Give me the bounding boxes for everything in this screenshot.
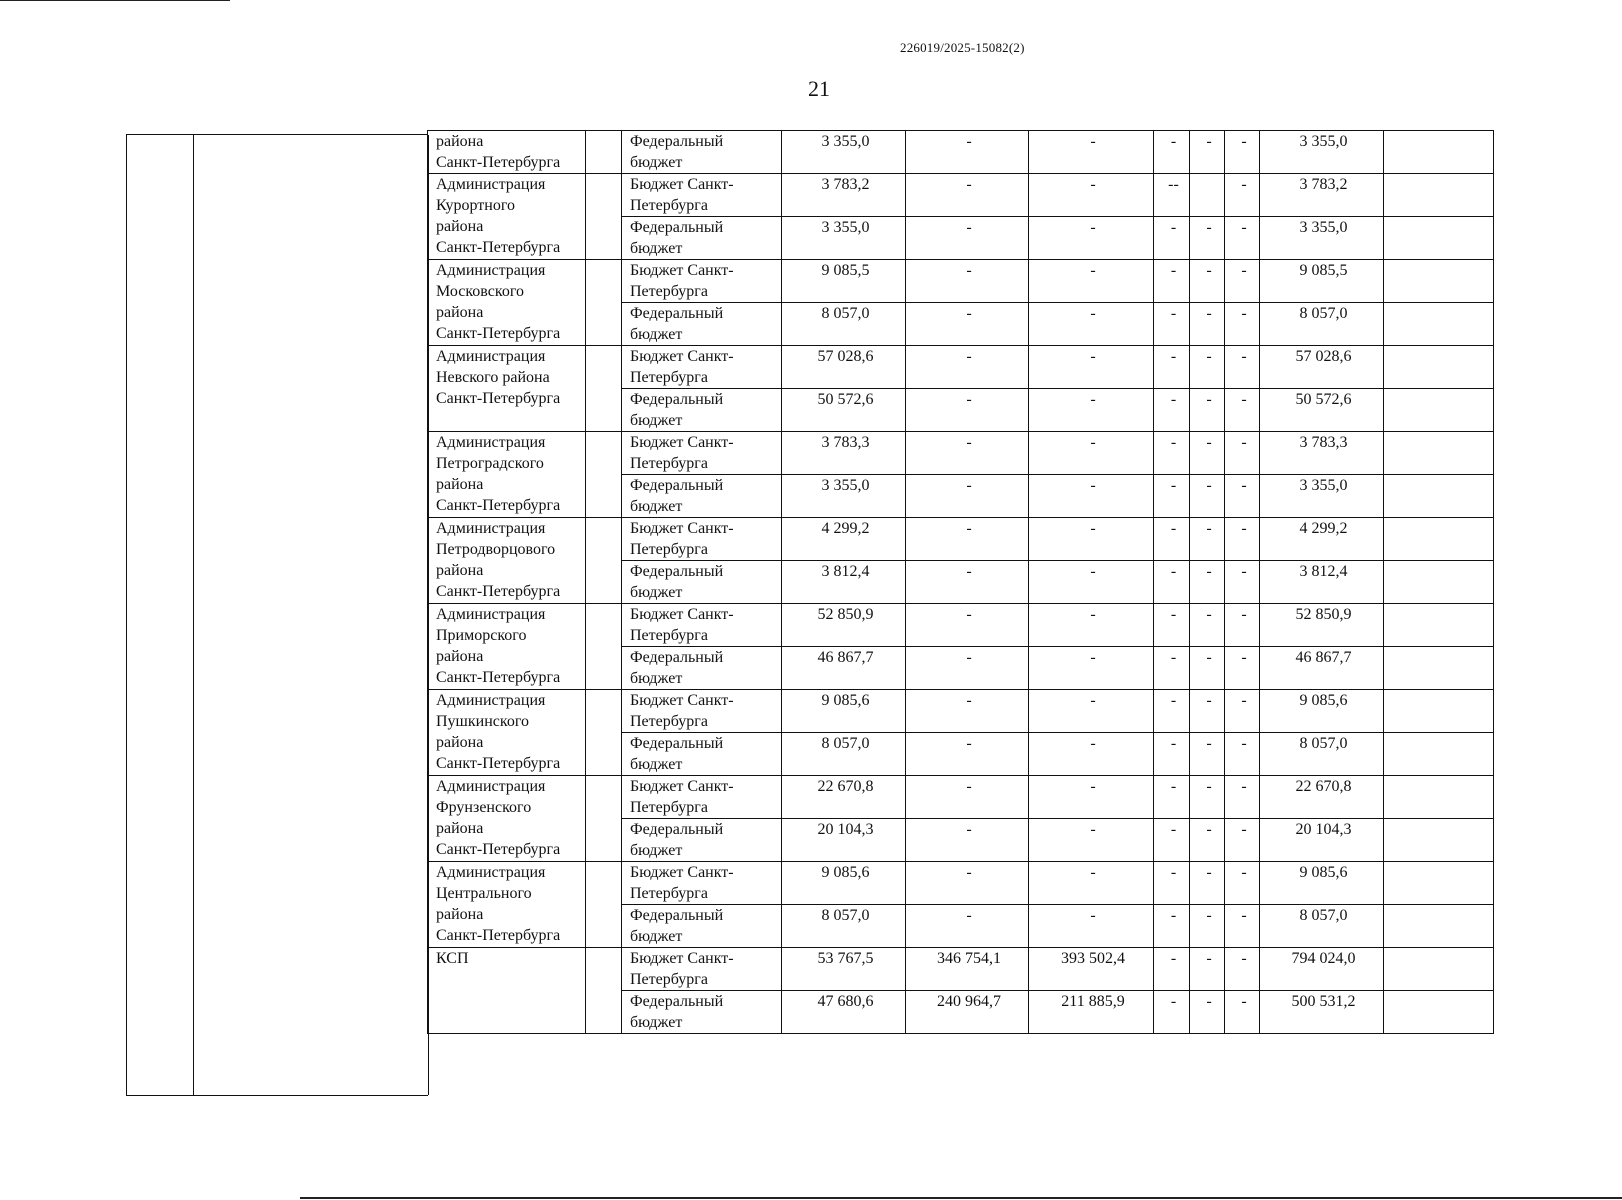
organization-cell bbox=[428, 862, 586, 948]
organization-line: Санкт-Петербурга bbox=[436, 927, 561, 944]
value-cell: - bbox=[906, 518, 1029, 561]
value-cell: 240 964,7 bbox=[906, 991, 1029, 1034]
value-cell: 211 885,9 bbox=[1029, 991, 1154, 1034]
blank-cell bbox=[586, 948, 622, 1034]
organization-line: Администрация bbox=[436, 262, 546, 279]
value-cell: - bbox=[1225, 217, 1260, 260]
value-cell: - bbox=[1190, 432, 1225, 475]
organization-line: Фрунзенского bbox=[436, 799, 532, 816]
value-cell: - bbox=[1029, 432, 1154, 475]
value-cell: 3 355,0 bbox=[782, 131, 906, 174]
value-cell: 3 812,4 bbox=[782, 561, 906, 604]
organization-cell bbox=[428, 260, 586, 346]
organization-cell bbox=[428, 604, 586, 690]
value-cell: - bbox=[1225, 647, 1260, 690]
value-cell: - bbox=[1225, 260, 1260, 303]
value-cell: - bbox=[1225, 905, 1260, 948]
value-cell: - bbox=[1225, 819, 1260, 862]
value-cell: 8 057,0 bbox=[782, 733, 906, 776]
blank-cell bbox=[1384, 346, 1494, 389]
value-cell: - bbox=[1154, 518, 1190, 561]
value-cell: - bbox=[906, 389, 1029, 432]
blank-cell bbox=[1384, 819, 1494, 862]
blank-cell bbox=[586, 518, 622, 604]
table-row bbox=[428, 604, 1494, 647]
blank-cell bbox=[586, 131, 622, 174]
value-cell: 47 680,6 bbox=[782, 991, 906, 1034]
organization-line: района bbox=[436, 562, 484, 579]
budget-source-cell: Бюджет Санкт-Петербурга bbox=[622, 948, 782, 991]
value-cell: - bbox=[1190, 260, 1225, 303]
value-cell: - bbox=[1029, 733, 1154, 776]
organization-line: района bbox=[436, 820, 484, 837]
value-cell: - bbox=[1029, 174, 1154, 217]
value-cell: - bbox=[1225, 389, 1260, 432]
blank-cell bbox=[1384, 174, 1494, 217]
value-cell: - bbox=[1029, 690, 1154, 733]
budget-source-cell: Федеральный бюджет bbox=[622, 217, 782, 260]
table-row bbox=[428, 776, 1494, 819]
value-cell: 4 299,2 bbox=[782, 518, 906, 561]
value-cell: - bbox=[1154, 561, 1190, 604]
budget-source-cell: Бюджет Санкт-Петербурга bbox=[622, 346, 782, 389]
value-cell: - bbox=[1190, 518, 1225, 561]
blank-cell bbox=[1384, 389, 1494, 432]
value-cell: - bbox=[906, 905, 1029, 948]
organization-line: Санкт-Петербурга bbox=[436, 755, 561, 772]
organization-line: Петроградского bbox=[436, 455, 544, 472]
value-cell: - bbox=[1190, 647, 1225, 690]
blank-cell bbox=[586, 346, 622, 432]
value-cell: - bbox=[1029, 819, 1154, 862]
organization-cell bbox=[428, 432, 586, 518]
blank-cell bbox=[1384, 303, 1494, 346]
value-cell: - bbox=[1225, 518, 1260, 561]
value-cell: - bbox=[1029, 303, 1154, 346]
value-cell: 46 867,7 bbox=[782, 647, 906, 690]
organization-line: Администрация bbox=[436, 520, 546, 537]
value-cell: - bbox=[1154, 604, 1190, 647]
organization-line: Администрация bbox=[436, 692, 546, 709]
value-cell: - bbox=[1154, 991, 1190, 1034]
organization-cell bbox=[428, 776, 586, 862]
value-cell: - bbox=[1029, 518, 1154, 561]
value-cell: - bbox=[906, 260, 1029, 303]
value-cell: - bbox=[1190, 475, 1225, 518]
blank-cell bbox=[1384, 217, 1494, 260]
budget-source-cell: Федеральный бюджет bbox=[622, 561, 782, 604]
organization-line: Администрация bbox=[436, 176, 546, 193]
value-cell: - bbox=[906, 647, 1029, 690]
budget-source-cell: Федеральный бюджет bbox=[622, 819, 782, 862]
value-cell: - bbox=[1154, 733, 1190, 776]
total-cell: 3 355,0 bbox=[1260, 131, 1384, 174]
value-cell: - bbox=[1154, 647, 1190, 690]
value-cell: - bbox=[1029, 346, 1154, 389]
value-cell: - bbox=[1154, 346, 1190, 389]
value-cell: 8 057,0 bbox=[782, 905, 906, 948]
budget-source-cell: Бюджет Санкт-Петербурга bbox=[622, 518, 782, 561]
budget-table bbox=[427, 130, 1494, 1034]
value-cell: - bbox=[906, 561, 1029, 604]
total-cell: 9 085,6 bbox=[1260, 690, 1384, 733]
value-cell: - bbox=[1154, 131, 1190, 174]
value-cell: - bbox=[1225, 604, 1260, 647]
table-row bbox=[428, 174, 1494, 217]
blank-cell bbox=[1384, 862, 1494, 905]
left-blank-columns bbox=[126, 134, 428, 1096]
value-cell: - bbox=[1029, 604, 1154, 647]
total-cell: 3 783,2 bbox=[1260, 174, 1384, 217]
value-cell: 9 085,5 bbox=[782, 260, 906, 303]
blank-cell bbox=[1384, 905, 1494, 948]
blank-cell bbox=[586, 604, 622, 690]
value-cell: - bbox=[1029, 131, 1154, 174]
blank-cell bbox=[1384, 518, 1494, 561]
total-cell: 3 783,3 bbox=[1260, 432, 1384, 475]
value-cell: - bbox=[1190, 862, 1225, 905]
value-cell: - bbox=[1225, 432, 1260, 475]
value-cell: 9 085,6 bbox=[782, 690, 906, 733]
value-cell: - bbox=[1225, 862, 1260, 905]
organization-line: района bbox=[436, 218, 484, 235]
value-cell: - bbox=[1154, 905, 1190, 948]
organization-line: Московского bbox=[436, 283, 524, 300]
budget-source-cell: Бюджет Санкт-Петербурга bbox=[622, 604, 782, 647]
table-row bbox=[428, 131, 1494, 174]
value-cell: - bbox=[1154, 776, 1190, 819]
blank-cell bbox=[1384, 131, 1494, 174]
total-cell: 20 104,3 bbox=[1260, 819, 1384, 862]
organization-cell bbox=[428, 518, 586, 604]
value-cell: 50 572,6 bbox=[782, 389, 906, 432]
organization-line: Санкт-Петербурга bbox=[436, 325, 561, 342]
organization-cell bbox=[428, 690, 586, 776]
value-cell: - bbox=[1190, 604, 1225, 647]
value-cell: - bbox=[1190, 776, 1225, 819]
value-cell: - bbox=[1190, 131, 1225, 174]
value-cell: 3 783,2 bbox=[782, 174, 906, 217]
total-cell: 52 850,9 bbox=[1260, 604, 1384, 647]
value-cell: - bbox=[1029, 905, 1154, 948]
value-cell: - bbox=[906, 819, 1029, 862]
value-cell: - bbox=[1225, 346, 1260, 389]
value-cell: 393 502,4 bbox=[1029, 948, 1154, 991]
page-number: 21 bbox=[808, 76, 830, 101]
budget-source-cell: Федеральный бюджет bbox=[622, 905, 782, 948]
value-cell: - bbox=[1225, 303, 1260, 346]
organization-line: Санкт-Петербурга bbox=[436, 841, 561, 858]
value-cell: - bbox=[906, 217, 1029, 260]
value-cell: - bbox=[906, 174, 1029, 217]
value-cell: 20 104,3 bbox=[782, 819, 906, 862]
value-cell: - bbox=[906, 733, 1029, 776]
blank-cell bbox=[586, 432, 622, 518]
budget-source-cell: Федеральный бюджет bbox=[622, 303, 782, 346]
value-cell: - bbox=[1190, 217, 1225, 260]
value-cell: - bbox=[1190, 303, 1225, 346]
organization-line: Санкт-Петербурга bbox=[436, 390, 561, 407]
total-cell: 8 057,0 bbox=[1260, 733, 1384, 776]
blank-cell bbox=[1384, 948, 1494, 991]
budget-source-cell: Бюджет Санкт-Петербурга bbox=[622, 690, 782, 733]
organization-line: Администрация bbox=[436, 348, 546, 365]
value-cell: - bbox=[1154, 819, 1190, 862]
blank-cell bbox=[586, 260, 622, 346]
value-cell: 3 355,0 bbox=[782, 217, 906, 260]
value-cell: 3 783,3 bbox=[782, 432, 906, 475]
value-cell: -- bbox=[1154, 174, 1190, 217]
value-cell: - bbox=[1029, 862, 1154, 905]
organization-line: Администрация bbox=[436, 864, 546, 881]
budget-source-cell: Федеральный бюджет bbox=[622, 647, 782, 690]
blank-cell bbox=[1384, 690, 1494, 733]
budget-source-cell: Федеральный бюджет bbox=[622, 475, 782, 518]
value-cell: - bbox=[1225, 948, 1260, 991]
value-cell: 22 670,8 bbox=[782, 776, 906, 819]
organization-line: Санкт-Петербурга bbox=[436, 239, 561, 256]
value-cell: - bbox=[1154, 217, 1190, 260]
value-cell: - bbox=[1029, 561, 1154, 604]
total-cell: 8 057,0 bbox=[1260, 303, 1384, 346]
budget-source-cell: Федеральный бюджет bbox=[622, 389, 782, 432]
total-cell: 4 299,2 bbox=[1260, 518, 1384, 561]
value-cell: - bbox=[906, 604, 1029, 647]
organization-line: Санкт-Петербурга bbox=[436, 669, 561, 686]
value-cell: - bbox=[1190, 905, 1225, 948]
table-row bbox=[428, 518, 1494, 561]
total-cell: 8 057,0 bbox=[1260, 905, 1384, 948]
total-cell: 9 085,6 bbox=[1260, 862, 1384, 905]
table-row bbox=[428, 260, 1494, 303]
value-cell: - bbox=[1029, 647, 1154, 690]
value-cell: - bbox=[1154, 690, 1190, 733]
bottom-scan-line bbox=[300, 1197, 1622, 1199]
table-row bbox=[428, 432, 1494, 475]
value-cell: - bbox=[906, 303, 1029, 346]
value-cell: - bbox=[1225, 690, 1260, 733]
value-cell: - bbox=[1154, 948, 1190, 991]
value-cell: - bbox=[1154, 862, 1190, 905]
value-cell: - bbox=[1190, 819, 1225, 862]
blank-cell bbox=[586, 690, 622, 776]
value-cell: - bbox=[1154, 389, 1190, 432]
value-cell: 3 355,0 bbox=[782, 475, 906, 518]
organization-cell bbox=[428, 948, 586, 1034]
table-row bbox=[428, 948, 1494, 991]
total-cell: 3 355,0 bbox=[1260, 475, 1384, 518]
organization-line: района bbox=[436, 476, 484, 493]
total-cell: 500 531,2 bbox=[1260, 991, 1384, 1034]
organization-line: района bbox=[436, 906, 484, 923]
value-cell: - bbox=[1225, 131, 1260, 174]
organization-line: района bbox=[436, 133, 484, 150]
value-cell: - bbox=[1154, 303, 1190, 346]
value-cell: - bbox=[1029, 475, 1154, 518]
total-cell: 50 572,6 bbox=[1260, 389, 1384, 432]
organization-line: Санкт-Петербурга bbox=[436, 583, 561, 600]
value-cell: - bbox=[906, 862, 1029, 905]
value-cell: - bbox=[1225, 991, 1260, 1034]
value-cell: - bbox=[1225, 174, 1260, 217]
organization-line: Санкт-Петербурга bbox=[436, 497, 561, 514]
blank-cell bbox=[1384, 260, 1494, 303]
value-cell: - bbox=[906, 776, 1029, 819]
total-cell: 46 867,7 bbox=[1260, 647, 1384, 690]
blank-cell bbox=[586, 174, 622, 260]
organization-line: Администрация bbox=[436, 606, 546, 623]
value-cell: 52 850,9 bbox=[782, 604, 906, 647]
value-cell: - bbox=[1029, 389, 1154, 432]
budget-source-cell: Бюджет Санкт-Петербурга bbox=[622, 862, 782, 905]
value-cell: - bbox=[1190, 690, 1225, 733]
value-cell: - bbox=[906, 346, 1029, 389]
organization-line: Администрация bbox=[436, 778, 546, 795]
value-cell: - bbox=[1190, 389, 1225, 432]
total-cell: 57 028,6 bbox=[1260, 346, 1384, 389]
value-cell: - bbox=[1029, 217, 1154, 260]
total-cell: 22 670,8 bbox=[1260, 776, 1384, 819]
value-cell: - bbox=[1225, 733, 1260, 776]
budget-source-cell: Бюджет Санкт-Петербурга bbox=[622, 174, 782, 217]
organization-line: района bbox=[436, 734, 484, 751]
value-cell bbox=[1190, 174, 1225, 217]
organization-line: Приморского bbox=[436, 627, 527, 644]
value-cell: - bbox=[1190, 948, 1225, 991]
organization-line: Петродворцового bbox=[436, 541, 556, 558]
organization-line: Курортного bbox=[436, 197, 515, 214]
organization-line: Администрация bbox=[436, 434, 546, 451]
organization-cell bbox=[428, 346, 586, 432]
budget-source-cell: Бюджет Санкт-Петербурга bbox=[622, 432, 782, 475]
organization-line: района bbox=[436, 648, 484, 665]
value-cell: 8 057,0 bbox=[782, 303, 906, 346]
total-cell: 794 024,0 bbox=[1260, 948, 1384, 991]
organization-line: КСП bbox=[436, 950, 469, 967]
organization-line: Пушкинского bbox=[436, 713, 529, 730]
blank-cell bbox=[1384, 776, 1494, 819]
organization-line: Санкт-Петербурга bbox=[436, 154, 561, 171]
value-cell: - bbox=[1225, 475, 1260, 518]
budget-source-cell: Федеральный бюджет bbox=[622, 991, 782, 1034]
value-cell: - bbox=[906, 432, 1029, 475]
table-row bbox=[428, 690, 1494, 733]
blank-cell bbox=[586, 776, 622, 862]
blank-cell bbox=[586, 862, 622, 948]
organization-line: района bbox=[436, 304, 484, 321]
blank-cell bbox=[1384, 647, 1494, 690]
blank-cell bbox=[1384, 561, 1494, 604]
value-cell: - bbox=[1225, 776, 1260, 819]
organization-cell bbox=[428, 174, 586, 260]
value-cell: - bbox=[1029, 776, 1154, 819]
budget-source-cell: Федеральный бюджет bbox=[622, 733, 782, 776]
value-cell: - bbox=[906, 690, 1029, 733]
table-row bbox=[428, 346, 1494, 389]
total-cell: 3 355,0 bbox=[1260, 217, 1384, 260]
organization-cell bbox=[428, 131, 586, 174]
organization-line: Невского района bbox=[436, 369, 550, 386]
total-cell: 3 812,4 bbox=[1260, 561, 1384, 604]
blank-cell bbox=[1384, 733, 1494, 776]
value-cell: - bbox=[906, 475, 1029, 518]
value-cell: 9 085,6 bbox=[782, 862, 906, 905]
value-cell: 57 028,6 bbox=[782, 346, 906, 389]
top-scan-line bbox=[0, 0, 230, 1]
budget-source-cell: Бюджет Санкт-Петербурга bbox=[622, 776, 782, 819]
table-row bbox=[428, 862, 1494, 905]
value-cell: - bbox=[1029, 260, 1154, 303]
value-cell: 53 767,5 bbox=[782, 948, 906, 991]
value-cell: - bbox=[906, 131, 1029, 174]
organization-line: Центрального bbox=[436, 885, 532, 902]
document-number: 226019/2025-15082(2) bbox=[900, 40, 1025, 55]
blank-cell bbox=[1384, 604, 1494, 647]
budget-source-cell: Бюджет Санкт-Петербурга bbox=[622, 260, 782, 303]
value-cell: - bbox=[1225, 561, 1260, 604]
blank-cell bbox=[1384, 432, 1494, 475]
value-cell: - bbox=[1190, 346, 1225, 389]
total-cell: 9 085,5 bbox=[1260, 260, 1384, 303]
blank-cell bbox=[1384, 991, 1494, 1034]
value-cell: - bbox=[1154, 475, 1190, 518]
blank-cell bbox=[1384, 475, 1494, 518]
value-cell: - bbox=[1190, 991, 1225, 1034]
value-cell: - bbox=[1154, 432, 1190, 475]
value-cell: - bbox=[1154, 260, 1190, 303]
value-cell: - bbox=[1190, 733, 1225, 776]
value-cell: 346 754,1 bbox=[906, 948, 1029, 991]
value-cell: - bbox=[1190, 561, 1225, 604]
budget-source-cell: Федеральный бюджет bbox=[622, 131, 782, 174]
